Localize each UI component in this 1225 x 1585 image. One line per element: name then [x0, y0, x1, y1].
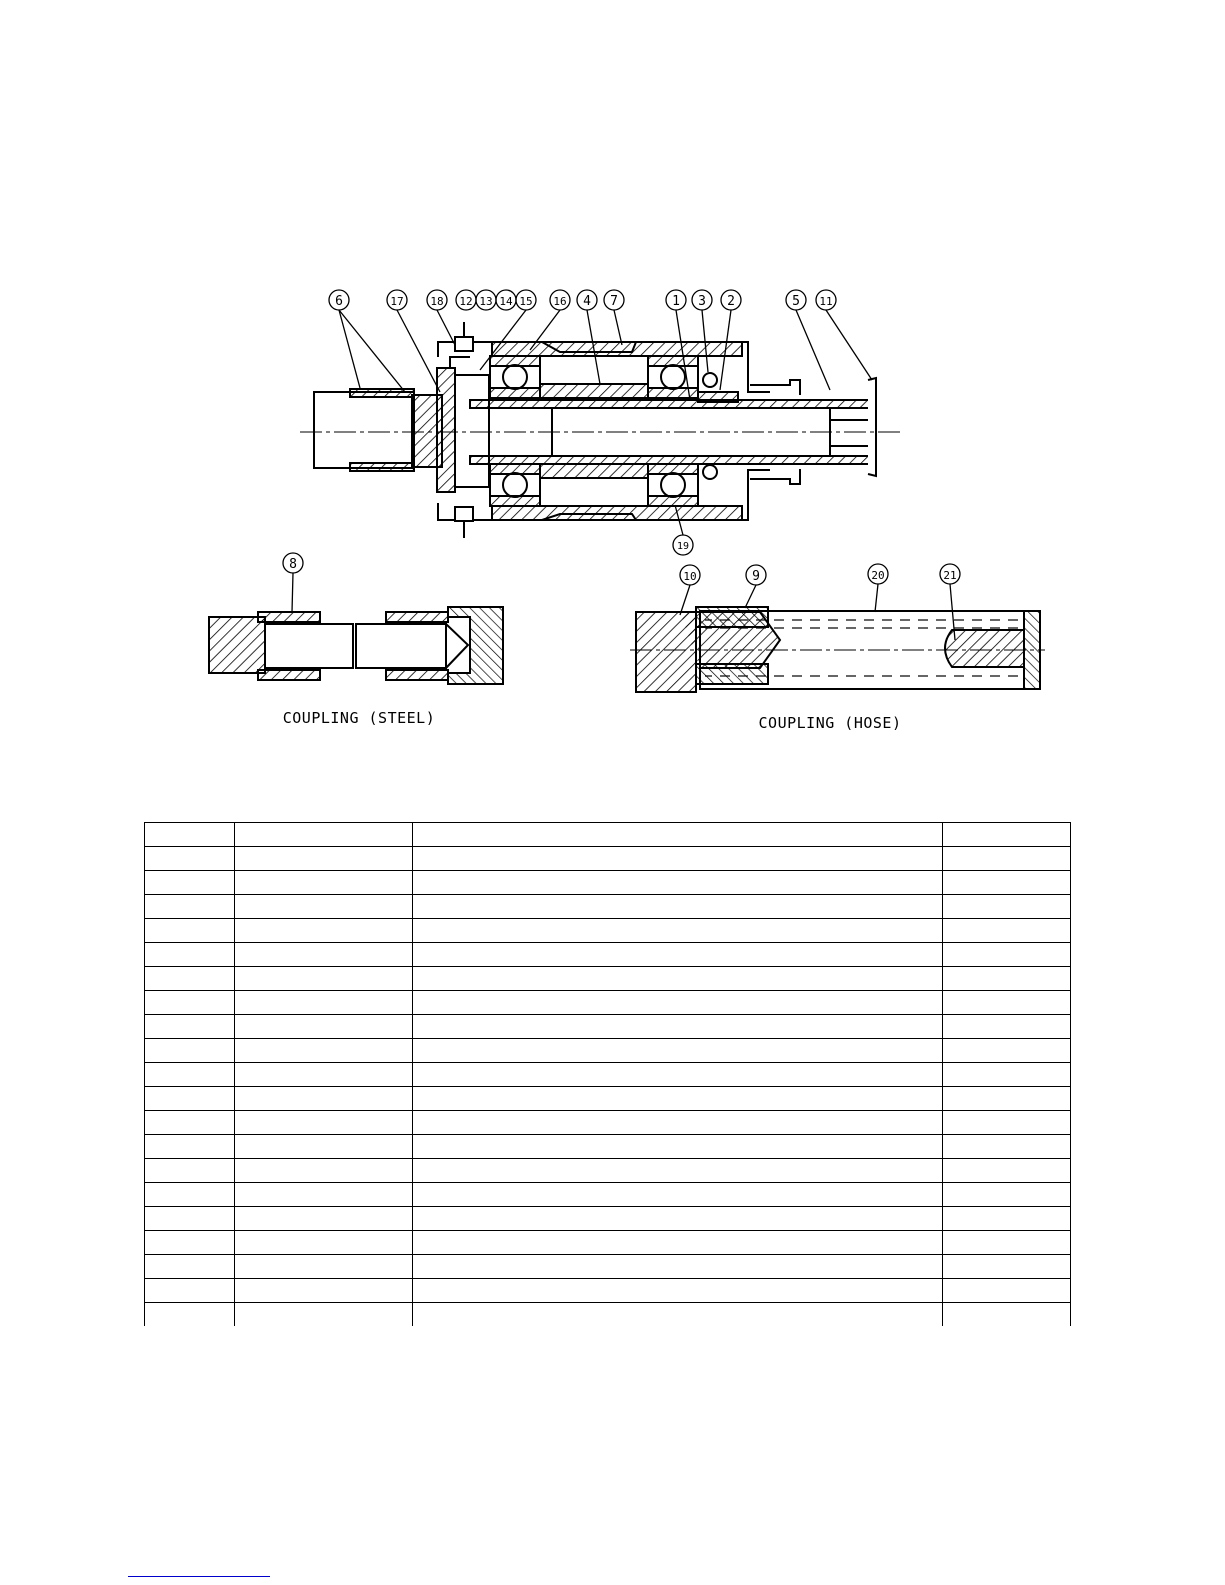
table-cell: [145, 895, 235, 919]
table-cell: [145, 991, 235, 1015]
table-cell: [145, 847, 235, 871]
table-cell: [235, 1015, 413, 1039]
table-row: [145, 991, 1071, 1015]
table-cell: [943, 1231, 1071, 1255]
table-cell: [413, 871, 943, 895]
callout-13: 13: [479, 295, 493, 308]
table-row: [145, 1087, 1071, 1111]
table-row: [145, 847, 1071, 871]
table-cell: [943, 1159, 1071, 1183]
callout-18: 18: [430, 295, 444, 308]
coupling-hose-caption: COUPLING (HOSE): [758, 714, 902, 732]
table-row: [145, 1063, 1071, 1087]
table-cell: [145, 1087, 235, 1111]
rotary-joint-assembly: [300, 322, 900, 538]
table-cell: [235, 1207, 413, 1231]
table-cell: [413, 1111, 943, 1135]
table-cell: [235, 1159, 413, 1183]
table-cell: [943, 1135, 1071, 1159]
table-row: [145, 1183, 1071, 1207]
table-row: [145, 895, 1071, 919]
callout-2: 2: [727, 294, 735, 309]
table-cell: [413, 1255, 943, 1279]
table-cell: [943, 1255, 1071, 1279]
table-cell: [235, 895, 413, 919]
table-cell: [413, 823, 943, 847]
callout-8: 8: [289, 557, 297, 572]
table-cell: [145, 967, 235, 991]
table-cell: [413, 1231, 943, 1255]
table-cell: [145, 1231, 235, 1255]
table-cell: [943, 1063, 1071, 1087]
table-cell: [413, 1303, 943, 1327]
table-cell: [413, 991, 943, 1015]
table-cell: [145, 919, 235, 943]
table-cell: [235, 943, 413, 967]
table-cell: [235, 1255, 413, 1279]
table-cell: [943, 991, 1071, 1015]
table-cell: [943, 1279, 1071, 1303]
table-row: [145, 943, 1071, 967]
parts-table-body: [145, 823, 1071, 1327]
table-row: [145, 1111, 1071, 1135]
table-cell: [943, 1015, 1071, 1039]
callout-14: 14: [499, 295, 513, 308]
table-cell: [235, 1303, 413, 1327]
table-cell: [413, 1015, 943, 1039]
callout-12: 12: [459, 295, 473, 308]
callout-3: 3: [698, 294, 706, 309]
table-cell: [235, 1183, 413, 1207]
table-cell: [943, 871, 1071, 895]
table-cell: [145, 1039, 235, 1063]
table-cell: [413, 1039, 943, 1063]
table-cell: [235, 919, 413, 943]
callout-6: 6: [335, 294, 343, 309]
footer-link-underline: [128, 1576, 270, 1577]
table-cell: [145, 1159, 235, 1183]
callout-5: 5: [792, 294, 800, 309]
table-cell: [413, 1279, 943, 1303]
table-row: [145, 1231, 1071, 1255]
table-row: [145, 1159, 1071, 1183]
table-cell: [145, 1135, 235, 1159]
table-cell: [413, 1183, 943, 1207]
table-row: [145, 919, 1071, 943]
table-cell: [413, 919, 943, 943]
table-row: [145, 1207, 1071, 1231]
table-cell: [413, 1159, 943, 1183]
table-row: [145, 1039, 1071, 1063]
table-cell: [413, 895, 943, 919]
table-cell: [235, 847, 413, 871]
coupling-hose-drawing: [630, 564, 1045, 692]
table-cell: [235, 991, 413, 1015]
table-cell: [413, 1135, 943, 1159]
callout-17: 17: [390, 295, 404, 308]
table-cell: [235, 1087, 413, 1111]
table-cell: [235, 1063, 413, 1087]
table-cell: [145, 1015, 235, 1039]
callout-7: 7: [610, 294, 618, 309]
table-row: [145, 1135, 1071, 1159]
table-cell: [235, 871, 413, 895]
table-cell: [145, 1183, 235, 1207]
table-cell: [145, 871, 235, 895]
table-row: [145, 1303, 1071, 1327]
table-cell: [145, 1063, 235, 1087]
callout-4: 4: [583, 294, 591, 309]
callout-10: 10: [683, 570, 697, 583]
table-cell: [943, 1207, 1071, 1231]
callout-16: 16: [553, 295, 567, 308]
parts-list-table: [144, 822, 1071, 1326]
table-row: [145, 823, 1071, 847]
table-cell: [145, 1255, 235, 1279]
table-row: [145, 967, 1071, 991]
table-cell: [145, 943, 235, 967]
table-cell: [943, 895, 1071, 919]
callout-15: 15: [519, 295, 533, 308]
table-cell: [235, 1279, 413, 1303]
table-cell: [943, 1087, 1071, 1111]
table-cell: [145, 1279, 235, 1303]
callout-19: 19: [676, 541, 690, 552]
table-cell: [943, 1183, 1071, 1207]
rotary-joint-drawing: [0, 0, 1225, 790]
callout-9: 9: [752, 569, 760, 584]
table-cell: [145, 1207, 235, 1231]
table-row: [145, 871, 1071, 895]
table-cell: [235, 1231, 413, 1255]
table-cell: [413, 1207, 943, 1231]
table-cell: [413, 1063, 943, 1087]
table-cell: [943, 1039, 1071, 1063]
table-cell: [413, 943, 943, 967]
table-cell: [145, 823, 235, 847]
table-cell: [413, 847, 943, 871]
table-cell: [413, 967, 943, 991]
callout-20: 20: [871, 569, 885, 582]
callout-21: 21: [943, 569, 957, 582]
table-cell: [235, 1039, 413, 1063]
table-cell: [413, 1087, 943, 1111]
table-row: [145, 1015, 1071, 1039]
table-cell: [943, 823, 1071, 847]
table-cell: [943, 1111, 1071, 1135]
callout-1: 1: [672, 294, 680, 309]
coupling-steel-caption: COUPLING (STEEL): [282, 709, 436, 727]
table-row: [145, 1279, 1071, 1303]
table-cell: [943, 1303, 1071, 1327]
callout-labels-hose: [683, 569, 956, 584]
table-cell: [235, 1135, 413, 1159]
table-cell: [145, 1303, 235, 1327]
table-row: [145, 1255, 1071, 1279]
callout-11: 11: [819, 295, 833, 308]
table-cell: [943, 967, 1071, 991]
coupling-steel-drawing: [209, 553, 503, 684]
table-cell: [145, 1111, 235, 1135]
table-cell: [943, 847, 1071, 871]
table-cell: [943, 943, 1071, 967]
table-cell: [943, 919, 1071, 943]
table-cell: [235, 967, 413, 991]
table-cell: [235, 823, 413, 847]
table-cell: [235, 1111, 413, 1135]
